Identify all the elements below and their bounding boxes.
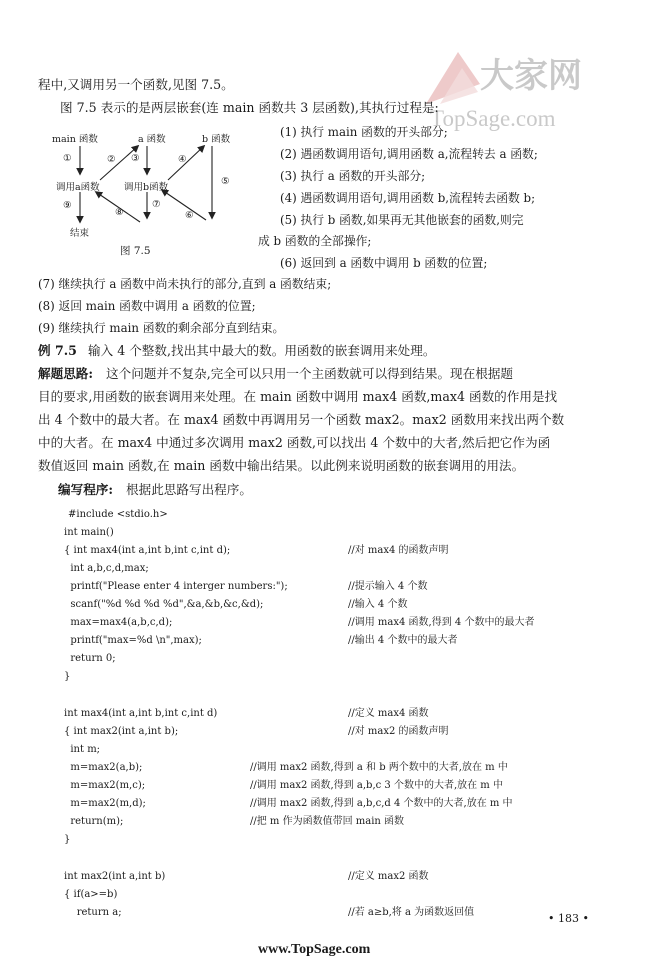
code-comment: //调用 max2 函数,得到 a 和 b 两个数中的大者,放在 m 中 — [250, 762, 508, 773]
code-line: max=max4(a,b,c,d); — [64, 617, 173, 628]
code-line: int main() — [64, 527, 114, 538]
program-text: 根据此思路写出程序。 — [126, 482, 252, 497]
code-comment: //调用 max2 函数,得到 a,b,c 3 个数中的大者,放在 m 中 — [250, 780, 503, 791]
intro-line-1: 程中,又调用另一个函数,见图 7.5。 — [38, 77, 234, 92]
analysis-line-3: 出 4 个数中的最大者。在 max4 函数中再调用另一个函数 max2。max2 函数用来找出两个数 — [38, 412, 565, 427]
code-comment: //若 a≥b,将 a 为函数返回值 — [348, 907, 475, 918]
step-4: (4) 遇函数调用语句,调用函数 b,流程转去函数 b; — [280, 191, 536, 205]
code-comment: //输出 4 个数中的最大者 — [348, 635, 458, 646]
code-line: int max2(int a,int b) — [64, 871, 166, 882]
program-label: 编写程序: — [58, 482, 114, 497]
step-marker-4: ④ — [178, 154, 187, 165]
label-b-function: b 函数 — [202, 134, 231, 145]
step-marker-3: ③ — [131, 153, 140, 164]
step-marker-6: ⑥ — [185, 210, 194, 221]
step-marker-8: ⑧ — [115, 207, 124, 218]
example-text: 输入 4 个整数,找出其中最大的数。用函数的嵌套调用来处理。 — [88, 343, 436, 358]
step-5-line-1: (5) 执行 b 函数,如果再无其他嵌套的函数,则完 — [280, 213, 524, 227]
code-line: m=max2(m,c); — [64, 780, 146, 791]
step-marker-7: ⑦ — [152, 199, 161, 210]
code-line: int m; — [64, 744, 101, 755]
step-marker-5: ⑤ — [221, 176, 230, 187]
code-comment: //调用 max4 函数,得到 4 个数中的最大者 — [348, 617, 535, 628]
step-marker-1: ① — [63, 153, 72, 164]
code-line: m=max2(a,b); — [64, 762, 143, 773]
code-comment: //对 max2 的函数声明 — [348, 726, 449, 737]
code-comment: //把 m 作为函数值带回 main 函数 — [250, 816, 405, 827]
code-comment: //定义 max4 函数 — [348, 708, 429, 719]
code-line: return 0; — [64, 653, 116, 664]
step-7: (7) 继续执行 a 函数中尚未执行的部分,直到 a 函数结束; — [38, 277, 332, 291]
code-line: } — [64, 834, 71, 845]
analysis-line-4: 中的大者。在 max4 中通过多次调用 max2 函数,可以找出 4 个数中的大者,然后把它作为函 — [38, 435, 551, 450]
code-comment: //定义 max2 函数 — [348, 871, 429, 882]
analysis-label: 解题思路: — [38, 366, 94, 381]
watermark-brand-cn: 大家网 — [480, 58, 582, 95]
arrow-6 — [162, 190, 206, 220]
code-comment: //调用 max2 函数,得到 a,b,c,d 4 个数中的大者,放在 m 中 — [250, 798, 513, 809]
code-line: } — [64, 671, 71, 682]
step-marker-9: ⑨ — [63, 200, 72, 211]
label-end: 结束 — [70, 228, 90, 239]
code-line: int max4(int a,int b,int c,int d) — [64, 708, 218, 719]
code-line: scanf("%d %d %d %d",&a,&b,&c,&d); — [64, 599, 264, 610]
code-comment: //输入 4 个数 — [348, 599, 408, 610]
step-9: (9) 继续执行 main 函数的剩余部分直到结束。 — [38, 321, 285, 335]
page-number: • 183 • — [548, 912, 589, 925]
step-3: (3) 执行 a 函数的开头部分; — [280, 169, 426, 183]
analysis-line-5: 数值返回 main 函数,在 main 函数中输出结果。以此例来说明函数的嵌套调用的用法。 — [38, 458, 525, 473]
figure-caption: 图 7.5 — [120, 245, 151, 257]
footer-url: www.TopSage.com — [258, 942, 371, 957]
intro-line-2: 图 7.5 表示的是两层嵌套(连 main 函数共 3 层函数),其执行过程是: — [60, 100, 439, 115]
label-main-function: main 函数 — [52, 134, 98, 145]
code-comment: //提示输入 4 个数 — [348, 581, 428, 592]
example-label: 例 7.5 — [38, 343, 77, 358]
analysis-line-2: 目的要求,用函数的嵌套调用来处理。在 main 函数中调用 max4 函数,max4 函数的作用是找 — [38, 389, 558, 404]
code-line: printf("Please enter 4 interger numbers:"); — [64, 581, 288, 592]
step-8: (8) 返回 main 函数中调用 a 函数的位置; — [38, 299, 256, 313]
step-5-line-2: 成 b 函数的全部操作; — [258, 234, 372, 248]
code-line: m=max2(m,d); — [64, 798, 146, 809]
label-call-a: 调用a函数 — [56, 182, 100, 193]
code-line: return a; — [64, 907, 122, 918]
step-1: (1) 执行 main 函数的开头部分; — [280, 125, 448, 139]
code-line: { int max4(int a,int b,int c,int d); — [64, 545, 231, 556]
analysis-line-1: 这个问题并不复杂,完全可以只用一个主函数就可以得到结果。现在根据题 — [106, 366, 514, 381]
code-comment: //对 max4 的函数声明 — [348, 545, 449, 556]
watermark-brand-en: TopSage.com — [430, 106, 556, 131]
step-2: (2) 遇函数调用语句,调用函数 a,流程转去 a 函数; — [280, 147, 538, 161]
code-line: printf("max=%d \n",max); — [64, 635, 202, 646]
step-6: (6) 返回到 a 函数中调用 b 函数的位置; — [280, 256, 488, 270]
label-call-b: 调用b函数 — [124, 182, 169, 193]
label-a-function: a 函数 — [138, 134, 166, 145]
step-marker-2: ② — [107, 154, 116, 165]
code-line: { int max2(int a,int b); — [64, 726, 179, 737]
code-line: { if(a>=b) — [64, 889, 118, 900]
code-line: int a,b,c,d,max; — [64, 563, 149, 574]
code-line: #include <stdio.h> — [68, 509, 168, 520]
code-line: return(m); — [64, 816, 124, 827]
